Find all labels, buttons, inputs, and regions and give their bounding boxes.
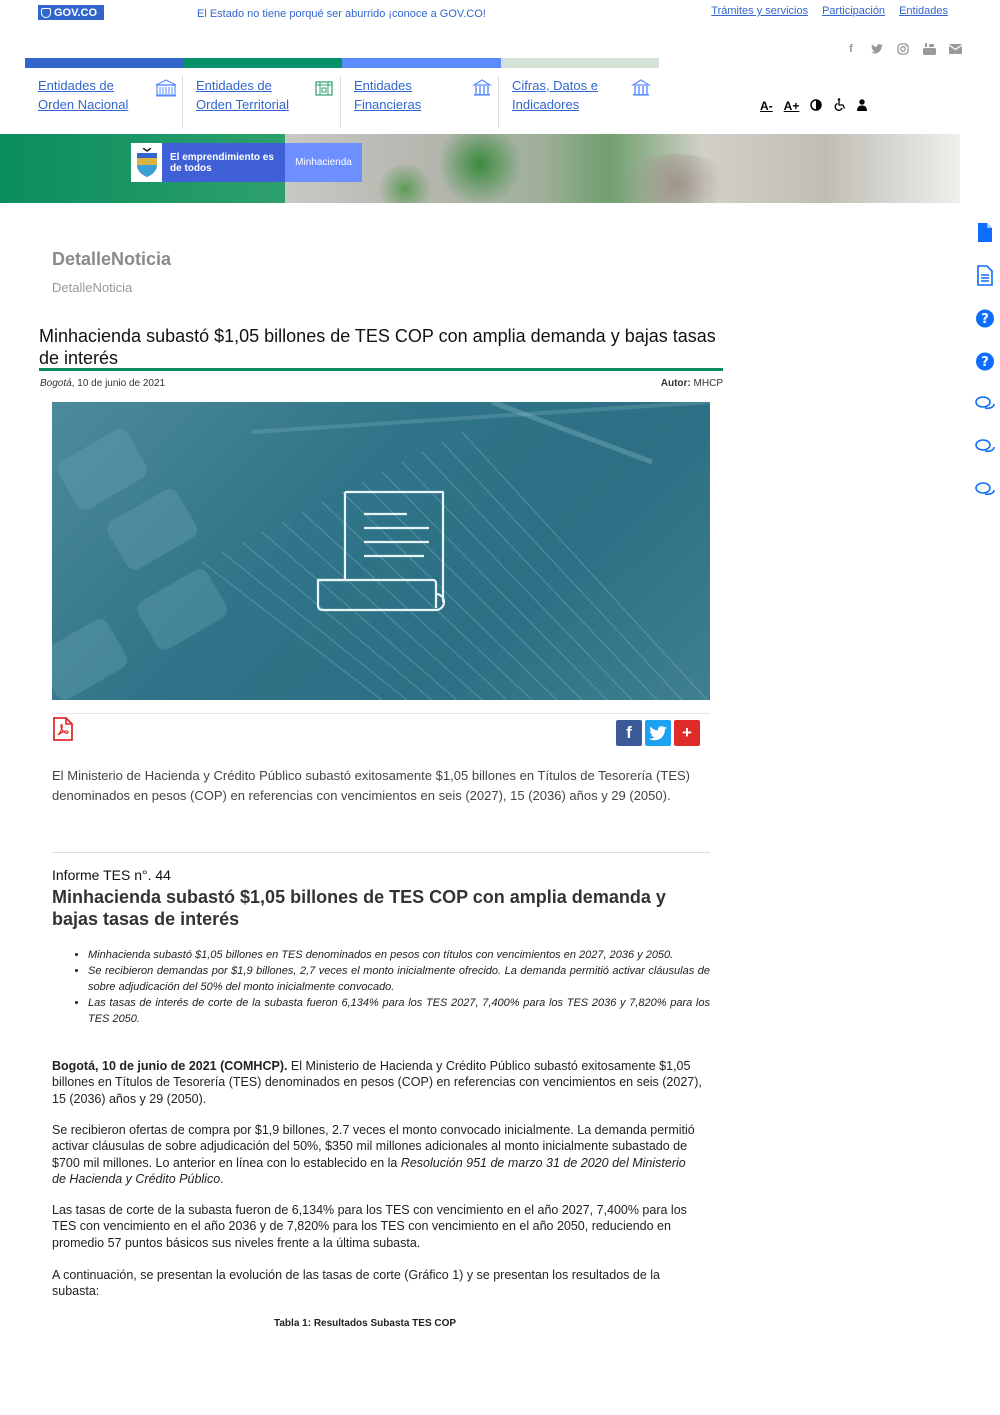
article-toolbar	[52, 713, 710, 749]
link-tramites[interactable]: Trámites y servicios	[711, 5, 809, 17]
list-item: • Minhacienda subastó $1,05 billones en TES denominados en pesos con títulos con vencimientos en 2027, 2036 y 2050.	[88, 947, 710, 963]
article-hero-image	[52, 402, 710, 700]
top-links	[711, 5, 948, 17]
breadcrumb[interactable]: DetalleNoticia	[52, 280, 133, 295]
article-headline: Minhacienda subastó $1,05 billones de TES COP con amplia demanda y bajas tasas de interés	[39, 326, 716, 368]
body-paragraph-4: A continuación, se presentan la evolución de las tasas de corte (Gráfico 1) y se presentan los resultados de la subasta:	[52, 1268, 660, 1299]
user-icon[interactable]	[857, 99, 867, 114]
hero-illustration	[52, 402, 710, 700]
shield-icon	[41, 8, 51, 18]
dateline-date: , 10 de junio de 2021	[71, 378, 166, 389]
body-paragraph-2	[52, 1122, 702, 1187]
article-author	[661, 378, 723, 389]
color-bar	[25, 58, 659, 68]
paragraph-text: El Ministerio de Hacienda y Crédito Público subastó exitosamente $1,05 billones en Títulos de Tesorería (TES) denominados en pesos (COP) en referencias con vencimientos en seis (2027), 15 (2036) años y 29 (2050).	[52, 1059, 702, 1106]
headline-rule	[39, 368, 723, 371]
increase-font-button[interactable]: A+	[783, 99, 800, 113]
envelope-icon[interactable]	[948, 42, 962, 56]
govco-logo-text: GOV.CO	[54, 6, 97, 19]
list-item: • Las tasas de interés de corte de la subasta fueron 6,134% para los TES 2027, 7,400% para los TES 2036 y 7,820% para los TES 2050.	[88, 995, 710, 1027]
facebook-icon[interactable]: f	[849, 43, 853, 55]
map-building-icon	[313, 79, 335, 97]
nav-item-orden-nacional[interactable]	[25, 76, 183, 128]
list-item: • Se recibieron demandas por $1,9 billones, 2,7 veces el monto inicialmente ofrecido. La demanda permitió activar cláusulas de sobre adjudicación del 50% del monto inicialmente convocado.	[88, 963, 710, 995]
chat-icon[interactable]	[975, 394, 995, 415]
banner-tagline: El emprendimiento es de todos	[170, 151, 274, 174]
report-label: Informe TES n°. 44	[52, 867, 171, 883]
chat-icon[interactable]	[975, 437, 995, 458]
paragraph-text: Se recibieron ofertas de compra por $1,9 billones, 2.7 veces el monto convocado inicialmente. La demanda permitió activar cláusulas de sobre adjudicación del 50%, $350 mil millones adicionales al monto inicialmente subastado de $700 mil millones. Lo anterior en línea con lo establecido en la	[52, 1123, 695, 1170]
minhacienda-badge[interactable]: Minhacienda	[285, 143, 362, 182]
nav-item-label[interactable]: Entidades Financieras	[354, 78, 422, 112]
svg-text:?: ?	[981, 312, 989, 327]
decrease-font-button[interactable]: A-	[760, 99, 773, 113]
link-entidades[interactable]: Entidades	[899, 5, 948, 17]
add-share-icon[interactable]: +	[674, 720, 700, 746]
header-banner	[0, 134, 960, 203]
file-text-icon[interactable]	[975, 265, 995, 286]
govco-logo[interactable]	[38, 5, 104, 20]
paragraph-lead-bold: Bogotá, 10 de junio de 2021 (COMHCP).	[52, 1059, 288, 1073]
social-links	[844, 42, 962, 56]
help-icon[interactable]	[975, 308, 995, 329]
colombia-shield-icon	[134, 148, 160, 178]
nav-item-label[interactable]: Entidades de Orden Nacional	[38, 78, 129, 112]
twitter-icon[interactable]	[870, 42, 884, 56]
nav-item-financieras[interactable]	[341, 76, 499, 128]
share-buttons	[616, 720, 700, 746]
emprendimiento-logo[interactable]	[131, 143, 285, 182]
wheelchair-icon[interactable]	[833, 98, 846, 114]
building-icon	[155, 79, 177, 97]
floating-toolbar	[975, 222, 995, 501]
facebook-share-icon[interactable]: f	[616, 720, 642, 746]
svg-text:?: ?	[981, 355, 989, 370]
govco-slogan: El Estado no tiene porqué ser aburrido ¡conoce a GOV.CO!	[197, 8, 486, 20]
nav-item-cifras[interactable]	[499, 76, 657, 128]
youtube-icon[interactable]	[922, 42, 936, 56]
body-paragraph-1	[52, 1058, 702, 1107]
help-icon[interactable]	[975, 351, 995, 372]
separator	[52, 852, 710, 853]
article-lead: El Ministerio de Hacienda y Crédito Público subastó exitosamente $1,05 billones en Títulos de Tesorería (TES) denominados en pesos (COP) en referencias con vencimientos en seis (2027), 15 (2036) años y 29 (2050).	[52, 768, 690, 803]
entities-nav	[25, 76, 657, 128]
body-paragraph-3: Las tasas de corte de la subasta fueron de 6,134% para los TES con vencimiento en el año 2027, 7,400% para los TES con vencimiento en el año 2036 y de 7,820% para los TES con vencimiento en el año 2050, reduciendo en promedio 57 puntos básicos sus niveles frente a la última subasta.	[52, 1203, 687, 1250]
nav-item-label[interactable]: Entidades de Orden Territorial	[196, 78, 289, 112]
author-name: MHCP	[693, 378, 723, 389]
contrast-icon[interactable]	[810, 99, 822, 114]
article-subhead: Minhacienda subastó $1,05 billones de TES COP con amplia demanda y bajas tasas de interés	[52, 887, 666, 929]
document-icon[interactable]	[975, 222, 995, 243]
bank-icon	[471, 79, 493, 97]
twitter-share-icon[interactable]	[645, 720, 671, 746]
chat-icon[interactable]	[975, 480, 995, 501]
resolution-reference: Resolución 951 de marzo 31 de 2020 del Ministerio de Hacienda y Crédito Público	[52, 1155, 686, 1186]
nav-item-label[interactable]: Cifras, Datos e Indicadores	[512, 78, 598, 112]
instagram-icon[interactable]	[896, 42, 910, 56]
highlights-list	[88, 947, 710, 1027]
accessibility-bar	[760, 98, 867, 114]
table-title: Tabla 1: Resultados Subasta TES COP	[274, 1318, 457, 1329]
author-label: Autor:	[660, 378, 691, 389]
article-dateline	[40, 378, 165, 389]
pdf-icon[interactable]	[52, 717, 74, 741]
page-title: DetalleNoticia	[52, 249, 172, 269]
link-participacion[interactable]: Participación	[822, 5, 886, 17]
bank-icon	[630, 79, 652, 97]
dateline-city: Bogotá	[40, 378, 72, 389]
paragraph-end: .	[220, 1171, 224, 1186]
nav-item-orden-territorial[interactable]	[183, 76, 341, 128]
